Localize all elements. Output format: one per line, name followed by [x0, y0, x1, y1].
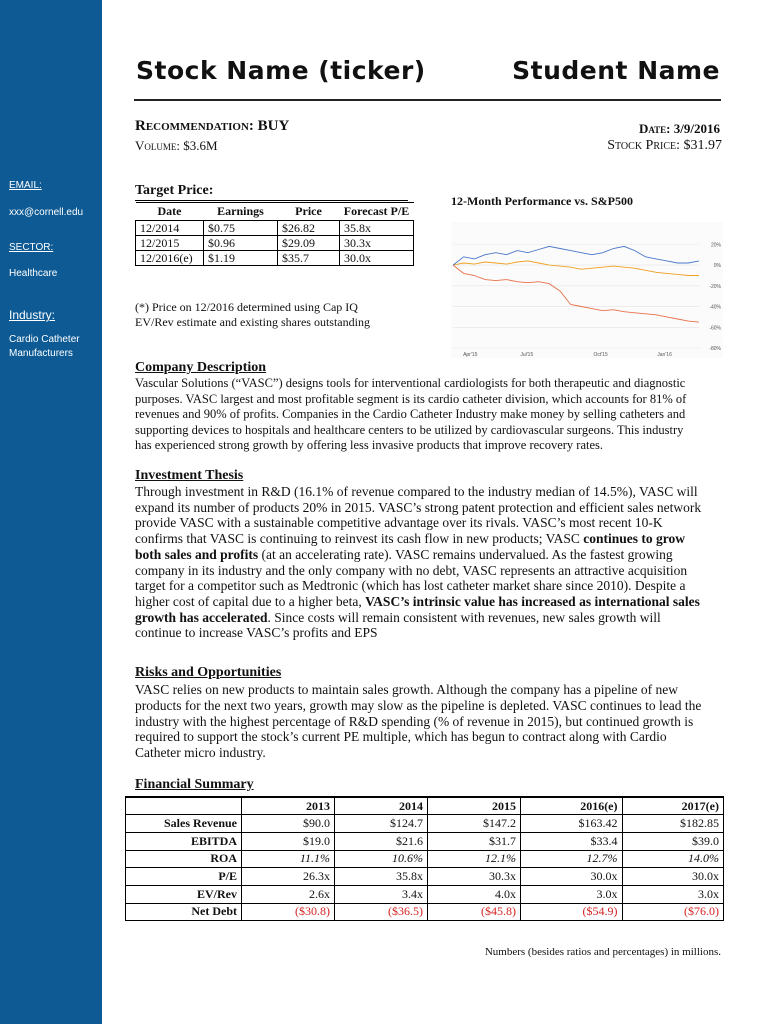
cell: 3.0x [521, 885, 622, 903]
text-line: supporting devices to hospitals and healthcare centers to be utilized by cardiovascular surgeons. This industry [135, 422, 684, 437]
title-divider [134, 99, 721, 101]
cell: $29.09 [278, 236, 340, 251]
cell: $182.85 [622, 815, 723, 833]
text-line: Vascular Solutions (“VASC”) designs tools for interventional cardiologists for both therapeutic and diagnostic [135, 376, 686, 390]
col-price: Price [295, 204, 322, 218]
text-line [135, 547, 723, 563]
text-line [135, 594, 723, 610]
cell: 30.0x [340, 251, 414, 266]
financial-footnote: Numbers (besides ratios and percentages) in millions. [484, 946, 721, 958]
date-label: Date: [638, 121, 671, 136]
text-run: confirms that VASC is continuing to reinvest its cash flow in new products; VASC [135, 531, 584, 547]
industry-value-line-2: Manufacturers [9, 348, 73, 359]
text-line: VASC relies on new products to maintain sales growth. Although the company has a pipeline of new [135, 682, 679, 697]
row-label: Net Debt [126, 903, 242, 921]
cell: $90.0 [242, 815, 335, 833]
col-earnings: Earnings [217, 204, 264, 218]
corner-cell [126, 797, 242, 815]
risks-text [135, 682, 723, 761]
text-line: has experienced strong growth by offering less invasive products that improve recovery rates. [135, 438, 604, 453]
emphasis: continues to grow [583, 531, 686, 547]
col-forecast-pe: Forecast P/E [343, 204, 410, 218]
company-description-text [135, 376, 723, 454]
table-row [126, 815, 724, 833]
cell: 12/2016(e) [136, 251, 204, 266]
sector-value: Healthcare [9, 268, 58, 279]
target-price-header-row [136, 203, 414, 221]
performance-chart [451, 222, 723, 358]
cell: $0.75 [204, 221, 278, 236]
target-price-note [135, 300, 370, 330]
cell: $26.82 [278, 221, 340, 236]
volume-value: $3.6M [183, 138, 218, 153]
emphasis: both sales and profits [135, 546, 259, 562]
report-date [639, 121, 720, 137]
row-label: EBITDA [126, 832, 242, 850]
cell: 12.1% [428, 850, 521, 868]
cell: $147.2 [428, 815, 521, 833]
performance-title: 12-Month Performance vs. S&P500 [451, 194, 633, 208]
industry-label: Industry: [9, 308, 56, 322]
table-row [126, 868, 724, 886]
text-line: continue to increase VASC’s profits and EPS [135, 625, 378, 641]
text-line: required to support the stock’s current PE multiple, which has begun to contract along with Cardio [135, 729, 667, 745]
y-tick-label: -40% [709, 304, 721, 311]
text-line: target for a competitor such as Medtronic (which has lost catheter market share since 2010). Despite a [135, 578, 686, 594]
text-line: Through investment in R&D (16.1% of revenue compared to the industry median of 14.5%), VASC will [135, 484, 698, 499]
text-line: revenues and 90% of profits. Companies in the Cardio Catheter Industry make money by selling catheters and [135, 407, 686, 422]
col-date: Date [157, 204, 182, 218]
x-tick-label: Oct'15 [593, 352, 608, 358]
cell: 12/2014 [136, 221, 204, 236]
cell: 10.6% [335, 850, 428, 868]
financial-summary-table [125, 796, 724, 921]
sidebar [0, 0, 102, 1024]
year-header: 2017(e) [622, 797, 723, 815]
text-line: Catheter micro industry. [135, 745, 266, 761]
x-tick-label: Jul'15 [520, 352, 534, 358]
cell: 35.8x [340, 221, 414, 236]
recommendation-value: BUY [257, 118, 290, 134]
recommendation [135, 118, 289, 135]
cell: 35.8x [335, 868, 428, 886]
cell: 3.0x [622, 885, 723, 903]
text-line: purposes. VASC largest and most profitable segment is its cardio catheter division, which accounts for 81% of [135, 391, 687, 406]
email-label: EMAIL: [9, 180, 42, 191]
cell: 30.0x [622, 868, 723, 886]
cell: ($76.0) [622, 903, 723, 921]
year-header: 2013 [242, 797, 335, 815]
cell: $0.96 [204, 236, 278, 251]
cell: $163.42 [521, 815, 622, 833]
text-line [135, 531, 723, 547]
text-line: provide VASC with a sustainable competitive advantage over its rivals. VASC’s most recent 10-K [135, 515, 663, 531]
cell: $35.7 [278, 251, 340, 266]
y-tick-label: -80% [709, 346, 721, 352]
table-row [126, 850, 724, 868]
target-price-table [135, 202, 414, 266]
text-line: products for the next two years, growth may slow as the pipeline is depleted. VASC continues to lead the [135, 697, 702, 713]
financial-summary-heading: Financial Summary [135, 777, 254, 792]
table-row [136, 221, 414, 236]
cell: 11.1% [242, 850, 335, 868]
y-tick-label: 20% [710, 242, 721, 249]
y-tick-label: 0% [713, 263, 721, 270]
industry-value-line-1: Cardio Catheter [9, 334, 80, 345]
row-label: ROA [126, 850, 242, 868]
text-line [135, 610, 723, 626]
note-line-1: (*) Price on 12/2016 determined using Cap IQ [135, 300, 358, 314]
year-header: 2014 [335, 797, 428, 815]
cell: 4.0x [428, 885, 521, 903]
cell: 2.6x [242, 885, 335, 903]
recommendation-label: Recommendation: [135, 118, 254, 134]
cell: ($36.5) [335, 903, 428, 921]
note-line-2: EV/Rev estimate and existing shares outstanding [135, 315, 370, 329]
cell: ($45.8) [428, 903, 521, 921]
table-row [136, 251, 414, 266]
target-price-rule [135, 200, 408, 201]
price-label: Stock Price: [607, 138, 680, 153]
cell: 30.3x [428, 868, 521, 886]
x-tick-label: Jan'16 [657, 352, 672, 358]
row-label: P/E [126, 868, 242, 886]
financial-header-row [126, 797, 724, 815]
investment-thesis-heading: Investment Thesis [135, 468, 244, 483]
volume-label: Volume: [135, 138, 180, 153]
x-tick-label: Apr'15 [463, 352, 478, 358]
cell: $39.0 [622, 832, 723, 850]
chart-background [451, 222, 723, 358]
text-line: industry with the highest percentage of R&D spending (% of revenue in 2015), but continued growth is [135, 713, 694, 729]
date-value: 3/9/2016 [673, 121, 720, 136]
investment-thesis-text [135, 484, 723, 641]
text-run: . Since costs will remain consistent with revenues, new sales growth will [267, 609, 661, 625]
cell: $31.7 [428, 832, 521, 850]
risks-heading: Risks and Opportunities [135, 665, 282, 680]
cell: 12.7% [521, 850, 622, 868]
sector-label: SECTOR: [9, 242, 54, 253]
target-price-title: Target Price: [135, 183, 214, 198]
cell: 14.0% [622, 850, 723, 868]
cell: 26.3x [242, 868, 335, 886]
cell: $19.0 [242, 832, 335, 850]
table-row [136, 236, 414, 251]
volume [135, 138, 218, 154]
table-row [126, 903, 724, 921]
student-name-title: Student Name [512, 56, 720, 85]
table-row [126, 885, 724, 903]
cell: ($54.9) [521, 903, 622, 921]
text-line: company in its industry and the only company with no debt, VASC represents an attractive acquisition [135, 562, 688, 578]
emphasis: VASC’s intrinsic value has increased as international sales [365, 593, 700, 609]
table-row [126, 832, 724, 850]
company-description-heading: Company Description [135, 360, 267, 375]
text-run: (at an accelerating rate). VASC remains undervalued. As the fastest growing [258, 546, 673, 562]
cell: $21.6 [335, 832, 428, 850]
price-value: $31.97 [683, 138, 722, 153]
emphasis: growth has accelerated [135, 609, 268, 625]
row-label: Sales Revenue [126, 815, 242, 833]
cell: 3.4x [335, 885, 428, 903]
text-run: higher cost of capital due to a higher beta, [135, 593, 366, 609]
text-line: expand its number of products 20% in 2015. VASC’s strong patent protection and efficient sales network [135, 499, 702, 515]
year-header: 2015 [428, 797, 521, 815]
year-header: 2016(e) [521, 797, 622, 815]
cell: ($30.8) [242, 903, 335, 921]
cell: $33.4 [521, 832, 622, 850]
stock-price [607, 138, 722, 154]
row-label: EV/Rev [126, 885, 242, 903]
y-tick-label: -20% [709, 283, 721, 290]
cell: 30.3x [340, 236, 414, 251]
cell: 12/2015 [136, 236, 204, 251]
cell: $1.19 [204, 251, 278, 266]
y-tick-label: -60% [709, 325, 721, 332]
cell: $124.7 [335, 815, 428, 833]
cell: 30.0x [521, 868, 622, 886]
stock-name-title: Stock Name (ticker) [136, 56, 426, 85]
email-link[interactable]: xxx@cornell.edu [9, 207, 84, 218]
